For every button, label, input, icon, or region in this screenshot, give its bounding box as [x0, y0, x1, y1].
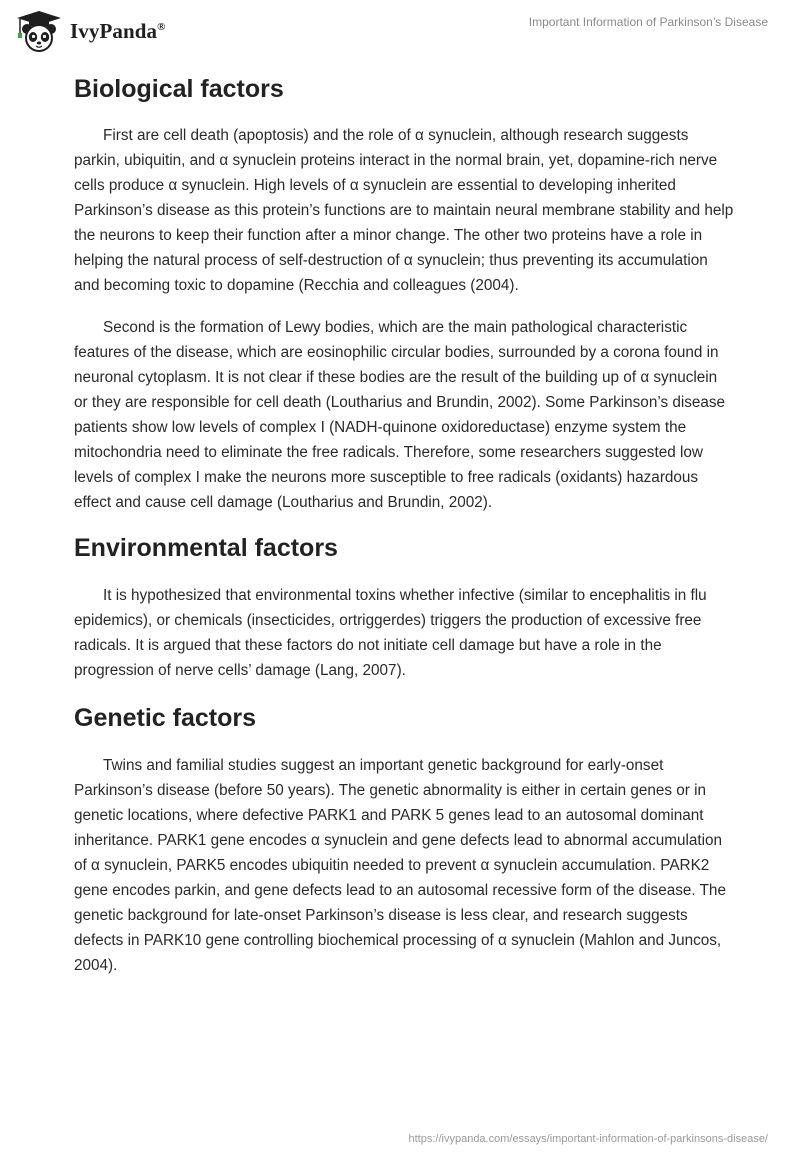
paragraph: Twins and familial studies suggest an important genetic background for early-onset Parkinson’s disease (before 50 years). The genetic abnormality is either in certain genes or in genetic locations, where defective PARK1 and PARK 5 genes lead to an autosomal dominant inheritance. PARK1 gene encodes α synuclein and gene defects lead to abnormal accumulation of α synuclein, PARK5 encodes ubiquitin needed to prevent α synuclein accumulation. PARK2 gene encodes parkin, and gene defects lead to an autosomal recessive form of the disease. The genetic background for late-onset Parkinson’s disease is less clear, and research suggests defects in PARK10 gene controlling biochemical processing of α synuclein (Mahlon and Juncos, 2004). [74, 757, 726, 974]
heading-biological-factors: Biological factors [74, 75, 284, 103]
paragraph: Second is the formation of Lewy bodies, which are the main pathological characteristic features of the disease, which are eosinophilic circular bodies, surrounded by a corona found in neuronal cytoplasm. It is not clear if these bodies are the result of the building up of α synuclein or they are responsible for cell death (Loutharius and Brundin, 2002). Some Parkinson’s disease patients show low levels of complex I (NADH-quinone oxidoreductase) enzyme system the mitochondria need to eliminate the free radicals. Therefore, some researchers suggested low levels of complex I make the neurons more susceptible to free radicals (oxidants) hazardous effect and cause cell damage (Loutharius and Brundin, 2002). [74, 319, 726, 511]
source-url[interactable]: https://ivypanda.com/essays/important-information-of-parkinsons-disease/ [408, 1133, 768, 1145]
essay-content [74, 70, 734, 978]
heading-environmental-factors: Environmental factors [74, 534, 338, 562]
brand-name: IvyPanda® [70, 18, 166, 43]
panda-mascot-icon [14, 10, 64, 52]
paragraph: First are cell death (apoptosis) and the role of α synuclein, although research suggests parkin, ubiquitin, and α synuclein proteins interact in the normal brain, yet, dopamine-rich nerve cells produce α synuclein. High levels of α synuclein are essential to developing inherited Parkinson’s disease as this protein’s functions are to maintain neural membrane stability and help the neurons to keep their function after a minor change. The other two proteins have a role in helping the natural process of self-destruction of α synuclein; thus preventing its accumulation and becoming toxic to dopamine (Recchia and colleagues (2004). [74, 127, 734, 294]
heading-genetic-factors: Genetic factors [74, 704, 257, 732]
document-title: Important Information of Parkinson’s Disease [528, 15, 768, 29]
page-header [0, 0, 800, 60]
ivypanda-logo[interactable] [14, 10, 166, 52]
paragraph: It is hypothesized that environmental toxins whether infective (similar to encephalitis in flu epidemics), or chemicals (insecticides, ortriggerdes) triggers the production of excessive free radicals. It is argued that these factors do not initiate cell damage but have a role in the progression of nerve cells’ damage (Lang, 2007). [74, 587, 707, 679]
